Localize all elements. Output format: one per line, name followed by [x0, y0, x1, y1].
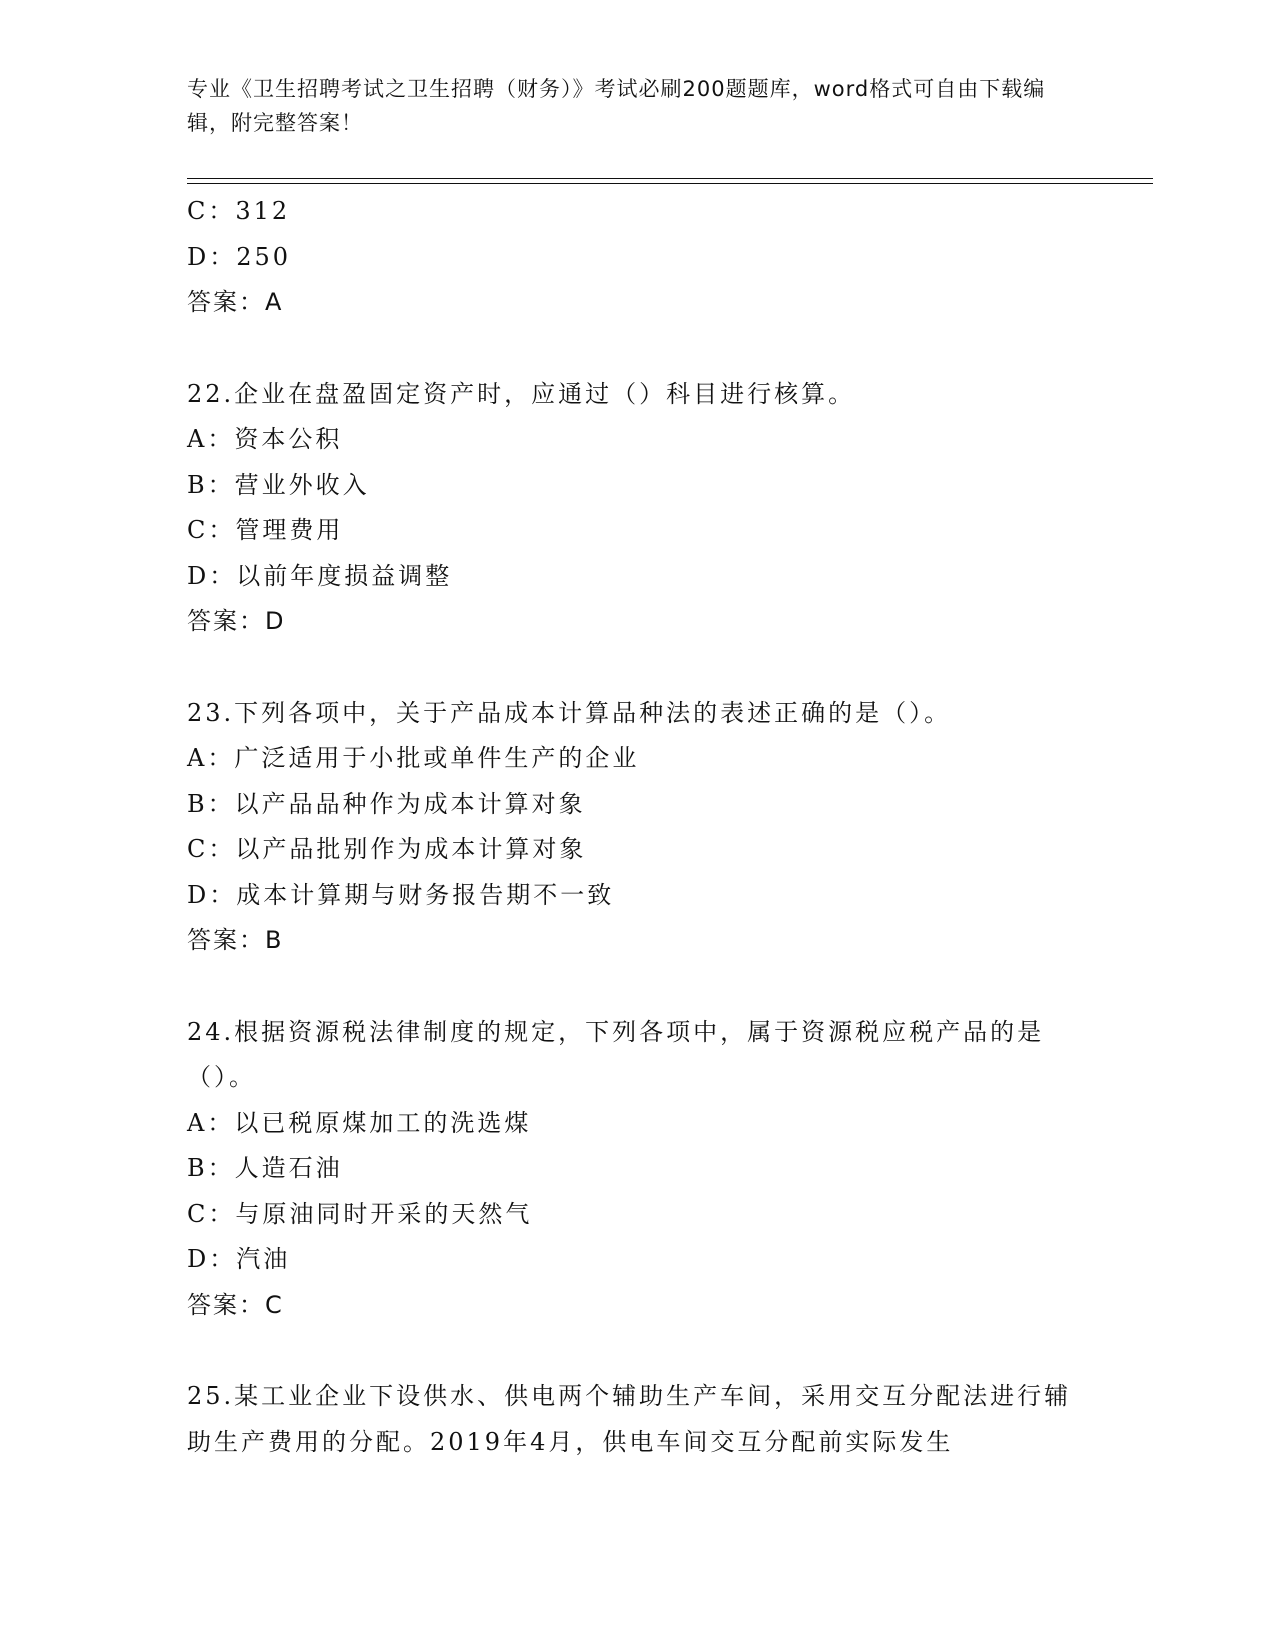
question-title: 23.下列各项中，关于产品成本计算品种法的表述正确的是（）。: [187, 698, 952, 727]
option-b: B：营业外收入: [187, 470, 370, 499]
question-title: 22.企业在盘盈固定资产时，应通过（）科目进行核算。: [187, 379, 856, 408]
option-d: D：汽油: [187, 1245, 291, 1273]
question-24: [187, 1010, 1087, 1329]
option-d: D：成本计算期与财务报告期不一致: [187, 880, 615, 909]
answer-label: 答案：D: [187, 607, 286, 635]
option-c: C：312: [187, 197, 291, 225]
option-b: B：人造石油: [187, 1154, 343, 1182]
option-d: D：250: [187, 242, 292, 271]
prev-question-tail: [187, 189, 1087, 326]
option-d: D：以前年度损益调整: [187, 561, 453, 590]
question-content: [187, 189, 1087, 1465]
option-c: C：管理费用: [187, 516, 344, 544]
header-divider-top: [187, 178, 1153, 179]
answer-label: 答案：C: [187, 1290, 284, 1319]
answer-label: 答案：B: [187, 926, 284, 954]
question-23: [187, 691, 1087, 964]
option-a: A：以已税原煤加工的洗选煤: [187, 1108, 532, 1137]
option-b: B：以产品品种作为成本计算对象: [187, 789, 586, 818]
option-c: C：与原油同时开采的天然气: [187, 1199, 533, 1228]
question-title: 25.某工业企业下设供水、供电两个辅助生产车间，采用交互分配法进行辅助生产费用的分配。2019年4月，供电车间交互分配前实际发生: [187, 1382, 1072, 1456]
option-a: A：资本公积: [187, 425, 343, 453]
document-header: [187, 72, 1067, 140]
question-25: [187, 1374, 1087, 1465]
option-c: C：以产品批别作为成本计算对象: [187, 835, 587, 863]
question-22: [187, 372, 1087, 645]
header-text: 专业《卫生招聘考试之卫生招聘（财务）》考试必刷200题题库，word格式可自由下载编辑，附完整答案！: [187, 77, 1046, 135]
header-divider-bottom: [187, 183, 1153, 184]
option-a: A：广泛适用于小批或单件生产的企业: [187, 744, 640, 772]
question-title: 24.根据资源税法律制度的规定，下列各项中，属于资源税应税产品的是（）。: [187, 1017, 1045, 1091]
answer-label: 答案：A: [187, 288, 284, 316]
